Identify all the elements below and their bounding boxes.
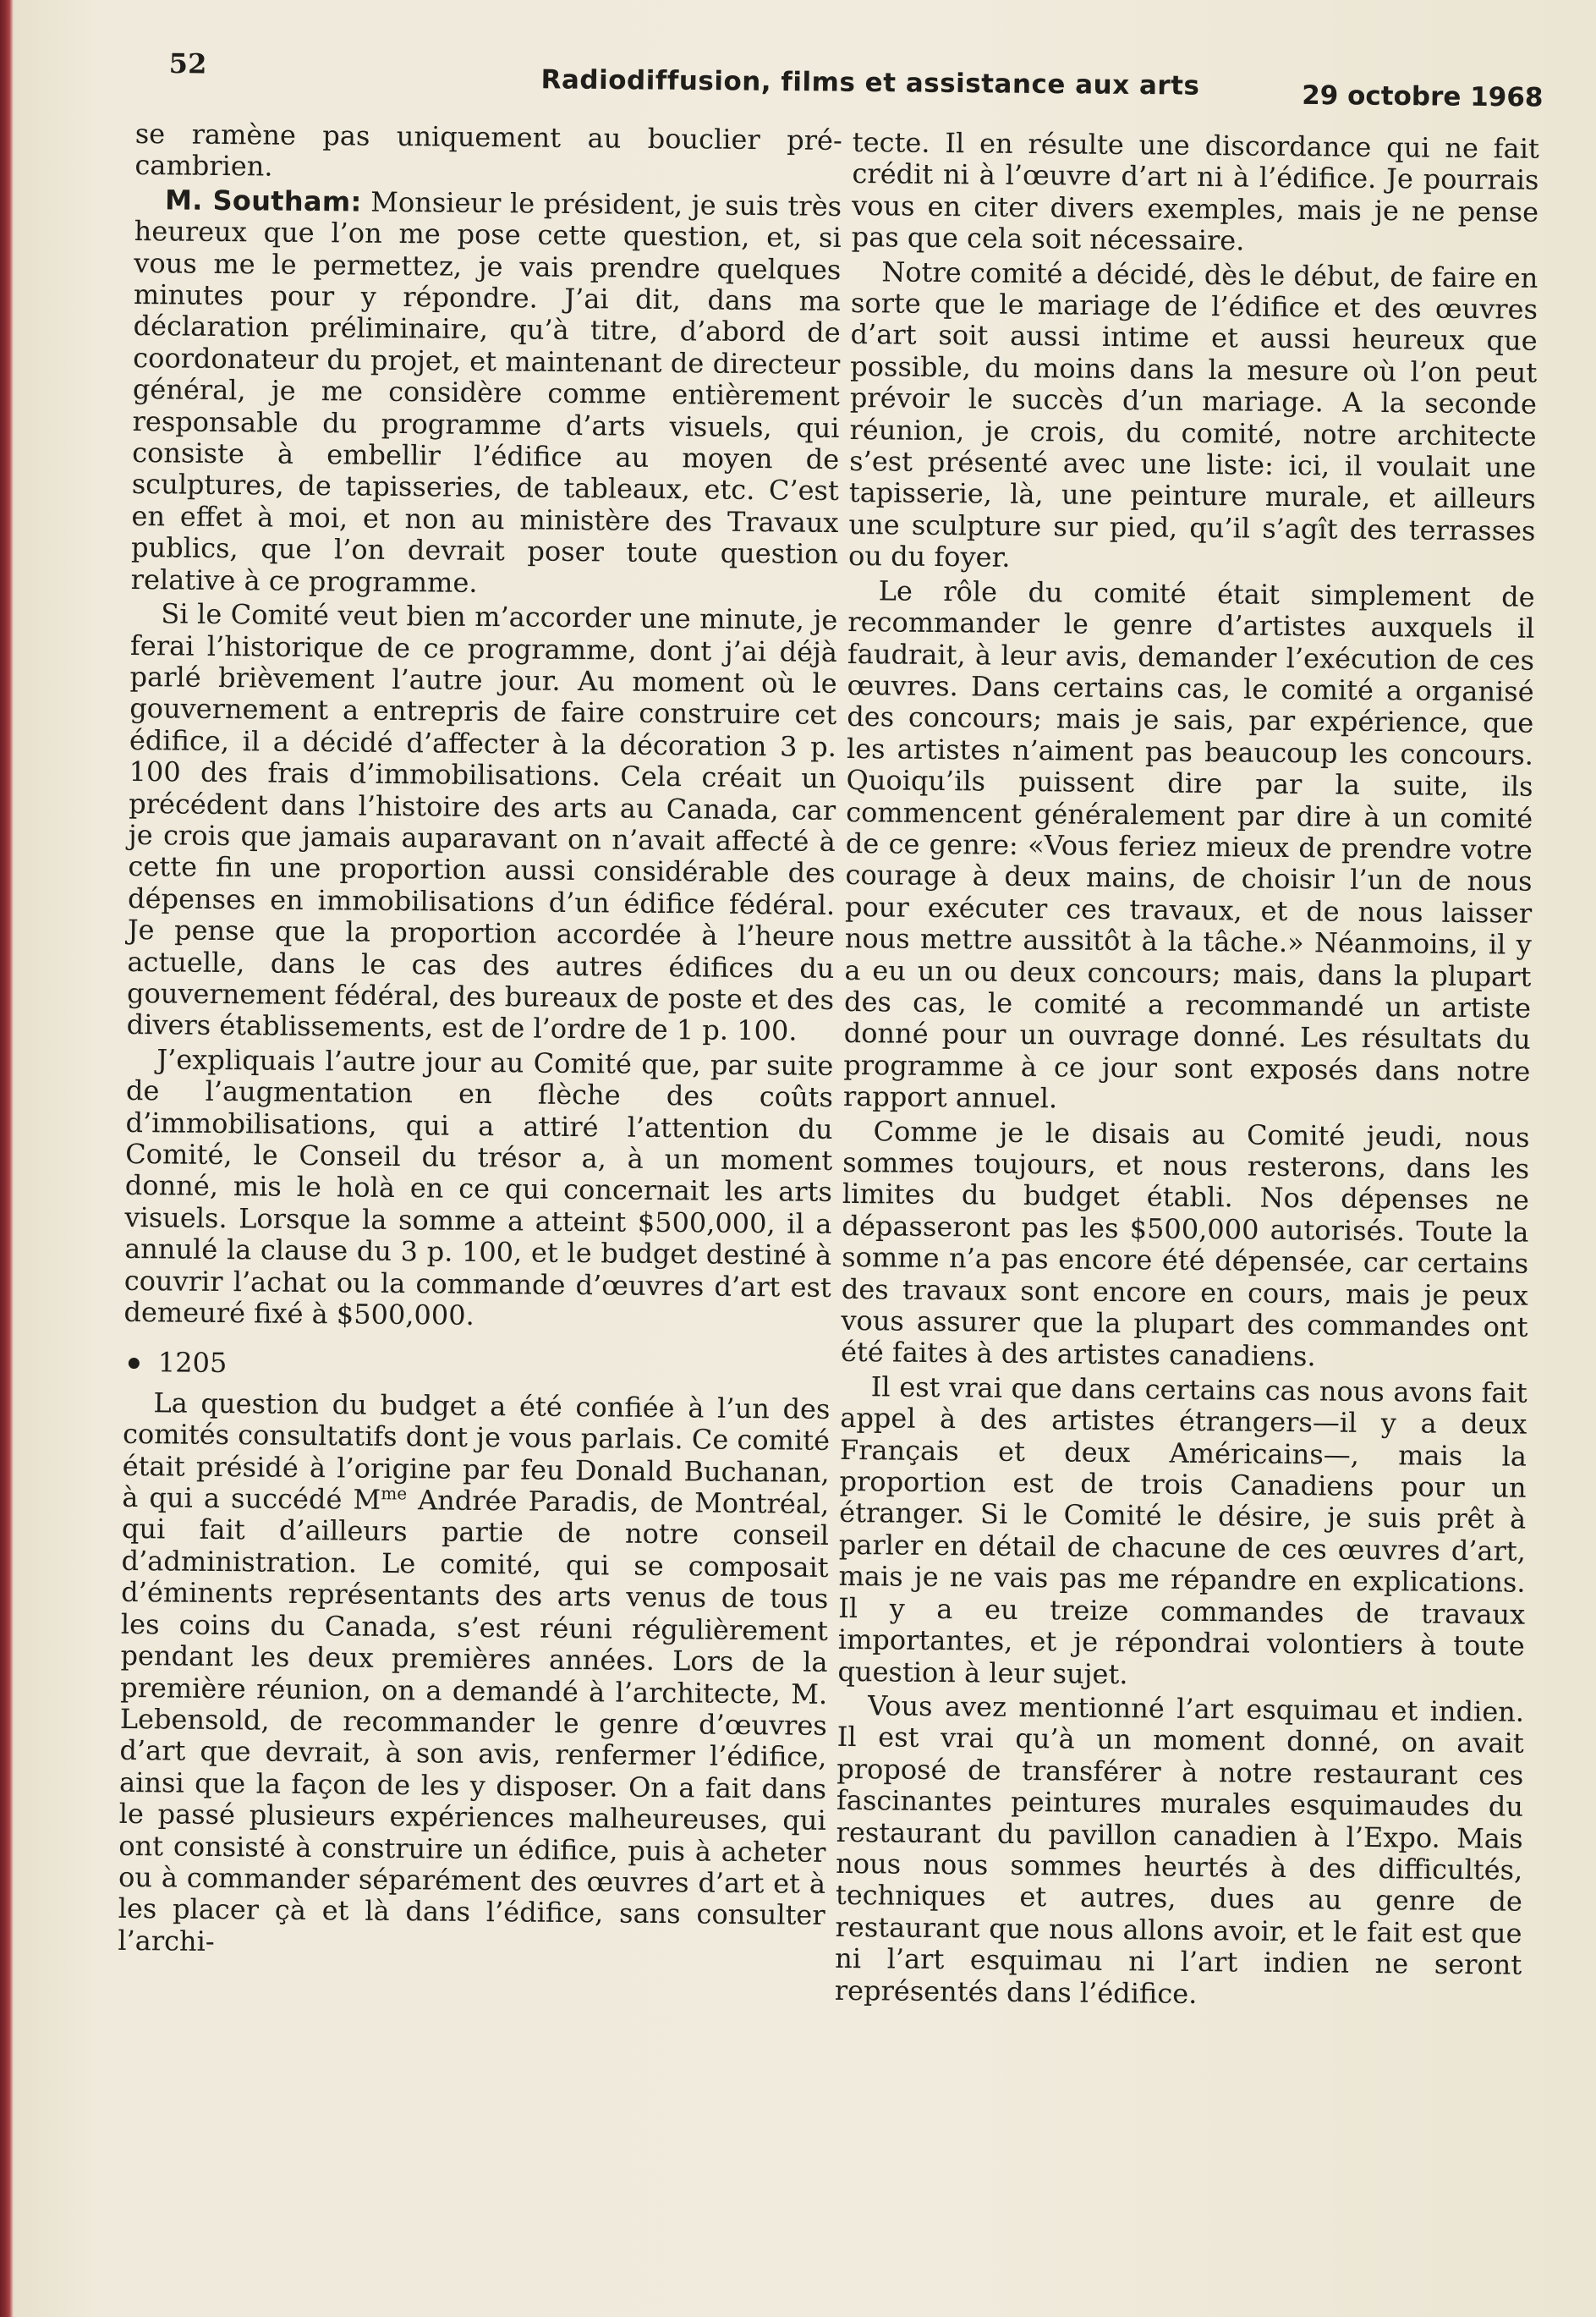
speaker-name: M. Southam: [164, 184, 362, 218]
header-date: 29 octobre 1968 [1302, 80, 1544, 113]
left-column [118, 118, 842, 1966]
running-title: Radiodiffusion, films et assistance aux arts [540, 64, 1200, 102]
paragraph-text: Monsieur le président, je suis très heureux que l’on me pose cette question, et, si vous me le permettez, je vais prendre quelques minutes pour y répondre. J’ai dit, dans ma déclaration préliminaire, qu’à titre, d’abord de coordonateur du projet, et maintenant de directeur général, je me considère comme entièrement responsable du programme d’arts visuels, qui consiste à embellir l’édifice au moyen de sculptures, de tapisseries, de tableaux, etc. C’est en effet à moi, et non au ministère des Travaux publics, que l’on devrait poser toute question relative à ce programme. [130, 185, 842, 599]
superscript: me [381, 1483, 408, 1504]
paragraph: Notre comité a décidé, dès le début, de faire en sorte que le mariage de l’édifice et des œuvres d’art soit aussi intime et aussi heureux que possible, du moins dans la mesure où l’on peut prévoir le succès d’un mariage. A la seconde réunion, je crois, du comité, notre architecte s’est présenté avec une liste: ici, il voulait une tapisserie, là, une peinture murale, et ailleurs une sculpture sur pied, qu’il s’agît des terrasses ou du foyer. [847, 255, 1538, 574]
paragraph: se ramène pas uniquement au bouclier pré-cambrien. [134, 118, 842, 183]
paragraph: Le rôle du comité était simplement de recommander le genre d’artistes auxquels il faudrait, à leur avis, demander l’exécution de ces œuvres. Dans certains cas, le comité a organisé des concours; mais je sais, par expérience, que les artistes n’aiment pas beaucoup les concours. Quoiqu’ils puissent dire par la suite, ils commencent généralement par dire à un comité de ce genre: «Vous feriez mieux de prendre votre courage à deux mains, de choisir l’un de nous pour exécuter ces travaux, et de nous laisser nous mettre aussitôt à la tâche.» Néanmoins, il y a eu un ou deux concours; mais, dans la plupart des cas, le comité a recommandé un artiste donné pour un ouvrage donné. Les résultats du programme à ce jour sont exposés dans notre rapport annuel. [842, 574, 1535, 1115]
paragraph-text: Andrée Paradis, de Montréal, qui fait d’ailleurs partie de notre conseil d’administration. Le comité, qui se composait d’éminents représentants des arts venus de tous les coins du Canada, s’est réuni régulièrement pendant les deux premières années. Lors de la première réunion, on a demandé à l’architecte, M. Lebensold, de recommander le genre d’œuvres d’art que devrait, à son avis, renfermer l’édifice, ainsi que la façon de les y disposer. On a fait dans le passé plusieurs expériences malheureuses, qui ont consisté à construire un édifice, puis à acheter ou à commander séparément des œuvres d’art et à les placer çà et là dans l’édifice, sans consulter l’archi- [118, 1484, 830, 1957]
paragraph: Si le Comité veut bien m’accorder une minute, je ferai l’historique de ce programme, dont j’ai déjà parlé brièvement l’autre jour. Au moment où le gouvernement a entrepris de faire construire cet édifice, il a décidé d’affecter à la décoration 3 p. 100 des frais d’immobilisations. Cela créait un précédent dans l’histoire des arts au Canada, car je crois que jamais auparavant on n’avait affecté à cette fin une proportion aussi considérable des dépenses en immobilisations d’un édifice fédéral. Je pense que la proportion accordée à l’heure actuelle, dans le cas des autres édifices du gouvernement fédéral, des bureaux de poste et des divers établissements, est de l’ordre de 1 p. 100. [126, 597, 838, 1047]
time-marker-label: 1205 [157, 1346, 228, 1380]
paragraph: J’expliquais l’autre jour au Comité que, par suite de l’augmentation en flèche des coûts d’immobilisations, qui a attiré l’attention du Comité, le Conseil du trésor a, à un moment donné, mis le holà en ce qui concernait les arts visuels. Lorsque la somme a atteint $500,000, il a annulé la clause du 3 p. 100, et le budget destiné à couvrir l’achat ou la commande d’œuvres d’art est demeuré fixé à $500,000. [123, 1043, 834, 1331]
time-marker [123, 1347, 831, 1385]
page-header [168, 44, 1544, 117]
right-column [835, 127, 1539, 2016]
bullet-icon [129, 1358, 140, 1369]
paragraph [118, 1387, 830, 1963]
book-spine-edge [0, 0, 14, 2317]
page-number: 52 [168, 47, 207, 80]
paragraph: tecte. Il en résulte une discordance qui ne fait crédit ni à l’œuvre d’art ni à l’édifice. Je pourrais vous en citer divers exemples, mais je ne pense pas que cela soit nécessaire. [851, 126, 1539, 257]
paragraph: Vous avez mentionné l’art esquimau et indien. Il est vrai qu’à un moment donné, on avait proposé de transférer à notre restaurant ces fascinantes peintures murales esquimaudes du restaurant du pavillon canadien à l’Expo. Mais nous nous sommes heurtés à des difficultés, techniques et autres, dues au genre de restaurant que nous allons avoir, et le fait est que ni l’art esquimau ni l’art indien ne seront représentés dans l’édifice. [834, 1689, 1525, 2010]
paragraph: Comme je le disais au Comité jeudi, nous sommes toujours, et nous resterons, dans les limites du budget établi. Nos dépenses ne dépasseront pas les $500,000 autorisés. Toute la somme n’a pas encore été dépensée, car certains des travaux sont encore en cours, mais je peux vous assurer que la plupart des commandes ont été faites à des artistes canadiens. [840, 1114, 1530, 1373]
paragraph [131, 184, 842, 602]
paragraph: Il est vrai que dans certains cas nous avons fait appel à des artistes étrangers—il y a deux Français et deux Américains—, mais la proportion est de trois Canadiens pour un étranger. Si le Comité le désire, je suis prêt à parler en détail de chacune de ces œuvres d’art, mais je ne vais pas me répandre en explications. Il y a eu treize commandes de travaux importantes, et je répondrai volontiers à toute question à leur sujet. [837, 1370, 1527, 1690]
paragraph-text: La question du budget a été confiée à l’un des comités consultatifs dont je vous parlais. Ce comité était présidé à l’origine par feu Donald Buchanan, à qui a succédé M [122, 1386, 831, 1516]
